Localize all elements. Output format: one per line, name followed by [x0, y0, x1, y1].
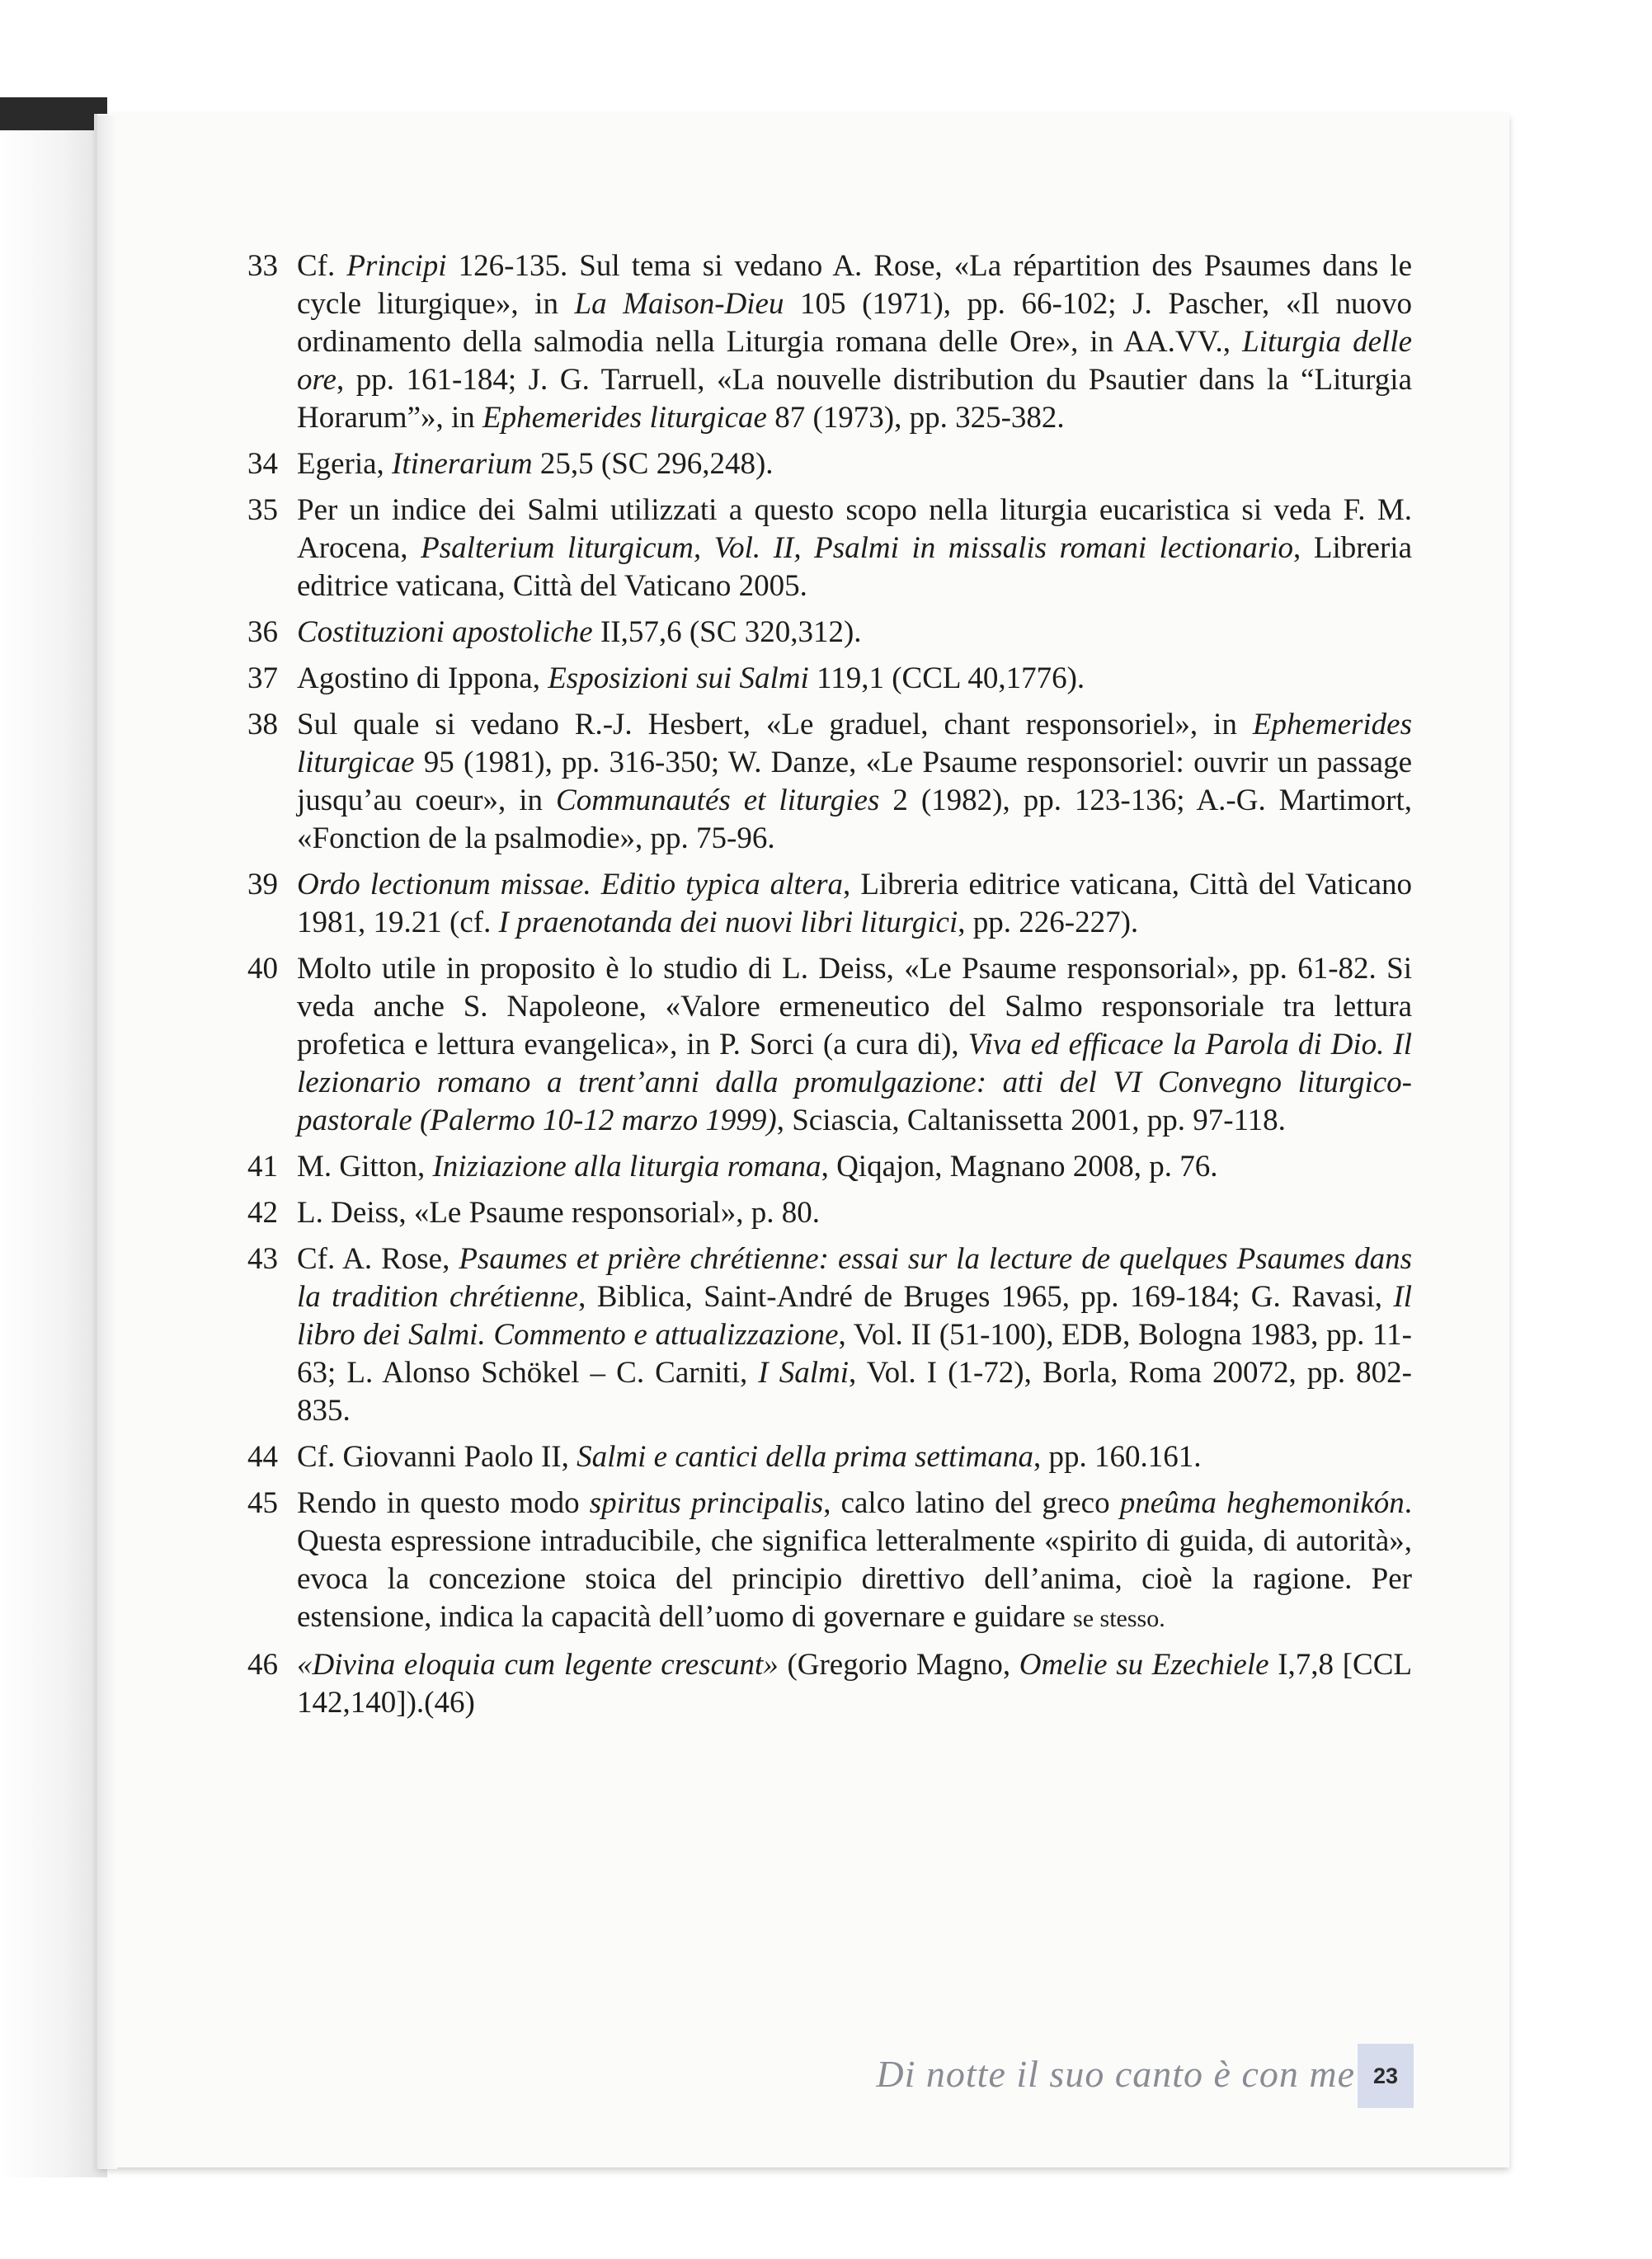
page-gutter	[97, 115, 117, 2169]
endnote-italic-text: Omelie su Ezechiele	[1019, 1648, 1269, 1682]
endnote-italic-text: Liturgia delle ore	[297, 325, 1412, 397]
endnote-italic-text: Il libro dei Salmi. Commento e attualizzazione	[297, 1280, 1412, 1352]
endnote-text: Agostino di Ippona,	[297, 661, 548, 695]
endnote	[247, 1485, 1412, 1638]
endnote-italic-text: Iniziazione alla liturgia romana	[432, 1150, 821, 1184]
endnote	[247, 1194, 1412, 1232]
endnote-text: , calco latino del greco	[823, 1486, 1120, 1520]
endnote-text: M. Gitton,	[297, 1150, 433, 1184]
endnote-text: I,7,8 [CCL 142,140]).(46)	[297, 1648, 1412, 1720]
endnote	[247, 1240, 1412, 1430]
endnote-text: 105 (1971), pp. 66-102; J. Pascher, «Il nuovo ordinamento della salmodia nella Liturgia romana delle Ore», in AA.VV.,	[297, 287, 1413, 359]
endnote	[247, 950, 1412, 1140]
endnote	[247, 660, 1412, 698]
endnote-text: 2 (1982), pp. 123-136; A.-G. Martimort, «Fonction de la psalmodie», pp. 75-96.	[297, 784, 1413, 855]
endnote	[247, 1148, 1412, 1186]
endnote-text: Egeria,	[297, 447, 393, 481]
endnote-text: . Questa espressione intraducibile, che significa letteralmente «spirito di guida, di autorità», evoca la concezione stoica del principio direttivo dell’anima, cioè la ragione. Per estensione, indica la capacità dell’uomo di governare e guidare	[297, 1486, 1412, 1634]
endnote-italic-text: Costituzioni apostoliche	[297, 615, 593, 649]
endnote-italic-text: La Maison-Dieu	[574, 287, 784, 321]
endnote-text: Sul quale si vedano R.-J. Hesbert, «Le graduel, chant responsoriel», in	[297, 708, 1253, 741]
endnote-number: 35	[247, 493, 278, 527]
page-number: 23	[1358, 2044, 1414, 2108]
endnote-text: , Biblica, Saint-André de Bruges 1965, pp. 169-184; G. Ravasi,	[578, 1280, 1394, 1314]
previous-page-edge	[0, 97, 107, 130]
endnote-text: Per un indice dei Salmi utilizzati a questo scopo nella liturgia eucaristica si veda F. M. Arocena,	[297, 493, 1412, 565]
endnote-text: , Libreria editrice vaticana, Città del Vaticano 2005.	[297, 531, 1412, 603]
book-spine-shadow	[0, 99, 107, 2177]
endnote-italic-text: Psaumes et prière chrétienne: essai sur la lecture de quelques Psaumes dans la tradition chrétienne	[297, 1242, 1412, 1314]
endnote-text: , Vol. II (51-100), EDB, Bologna 1983, pp. 11-63; L. Alonso Schökel – C. Carniti,	[297, 1318, 1412, 1390]
endnote-text: , Libreria editrice vaticana, Città del Vaticano 1981, 19.21 (cf.	[297, 868, 1412, 939]
endnote-italic-text: spiritus principalis	[589, 1486, 824, 1520]
endnote	[247, 1646, 1412, 1722]
endnote-text: Cf. Giovanni Paolo II,	[297, 1440, 577, 1474]
endnote-text: Rendo in questo modo	[297, 1486, 590, 1520]
endnote-number: 34	[247, 447, 278, 481]
endnote-italic-text: Itinerarium	[392, 447, 533, 481]
endnote-number: 46	[247, 1648, 278, 1682]
endnote-text: , Sciascia, Caltanissetta 2001, pp. 97-118.	[776, 1104, 1286, 1137]
endnote-number: 39	[247, 868, 278, 901]
endnote-italic-text: pneûma heghemonikón	[1119, 1486, 1405, 1520]
endnote-text: 119,1 (CCL 40,1776).	[808, 661, 1085, 695]
endnote-text: , pp. 161-184; J. G. Tarruell, «La nouvelle distribution du Psautier dans la “Liturgia Horarum”», in	[297, 363, 1412, 435]
endnote-text: Cf.	[297, 249, 347, 283]
endnote	[247, 706, 1412, 858]
endnote-italic-text: I praenotanda dei nuovi libri liturgici	[498, 906, 958, 939]
endnote-italic-text: Viva ed efficace la Parola di Dio. Il lezionario romano a trent’anni dalla promulgazione: atti del VI Convegno liturgico-pastorale (Palermo 10-12 marzo 1999)	[297, 1028, 1413, 1137]
endnote-text: (Gregorio Magno,	[778, 1648, 1019, 1682]
endnote-italic-text: Salmi e cantici della prima settimana	[577, 1440, 1034, 1474]
endnote-italic-text: Ordo lectionum missae. Editio typica altera	[297, 868, 844, 901]
endnote	[247, 1438, 1412, 1476]
endnote	[247, 866, 1412, 942]
endnote-italic-text: Ephemerides liturgicae	[482, 401, 767, 435]
endnote-text: Molto utile in proposito è lo studio di L. Deiss, «Le Psaume responsorial», pp. 61-82. Si veda anche S. Napoleone, «Valore ermeneutico del Salmo responsoriale tra lettura profetica e lettura evangelica», in P. Sorci (a cura di),	[297, 952, 1412, 1061]
endnote	[247, 247, 1412, 437]
endnote-number: 33	[247, 249, 278, 283]
endnote-number: 40	[247, 952, 278, 986]
endnote-text: 126-135. Sul tema si vedano A. Rose, «La répartition des Psaumes dans le cycle liturgique», in	[297, 249, 1413, 321]
endnote-italic-text: Esposizioni sui Salmi	[548, 661, 809, 695]
endnote-number: 44	[247, 1440, 278, 1474]
endnote-text: , pp. 160.161.	[1033, 1440, 1202, 1474]
endnote	[247, 445, 1412, 483]
endnote-text: se stesso.	[1073, 1605, 1165, 1632]
endnote-italic-text: I Salmi	[758, 1356, 849, 1390]
endnotes-list	[247, 247, 1412, 1730]
endnote-text: 87 (1973), pp. 325-382.	[766, 401, 1065, 435]
endnote-number: 37	[247, 661, 278, 695]
endnote-number: 36	[247, 615, 278, 649]
endnote-text: , Qiqajon, Magnano 2008, p. 76.	[821, 1150, 1218, 1184]
endnote-italic-text: Ephemerides liturgicae	[297, 708, 1412, 779]
endnote-text: 95 (1981), pp. 316-350; W. Danze, «Le Psaume responsoriel: ouvrir un passage jusqu’au coeur», in	[297, 746, 1412, 817]
endnote-number: 45	[247, 1486, 278, 1520]
endnote-number: 38	[247, 708, 278, 741]
endnote-italic-text: Psalterium liturgicum, Vol. II, Psalmi in missalis romani lectionario	[421, 531, 1294, 565]
endnote-text: II,57,6 (SC 320,312).	[592, 615, 862, 649]
endnote-number: 43	[247, 1242, 278, 1276]
endnote	[247, 614, 1412, 652]
endnote-text: L. Deiss, «Le Psaume responsorial», p. 80.	[297, 1196, 821, 1230]
endnote-text: Cf. A. Rose,	[297, 1242, 459, 1276]
running-footer-title: Di notte il suo canto è con me	[876, 2053, 1355, 2095]
endnote-number: 42	[247, 1196, 278, 1230]
endnote-text: , pp. 226-227).	[958, 906, 1139, 939]
endnote-italic-text: Communautés et liturgies	[556, 784, 880, 817]
endnote-number: 41	[247, 1150, 278, 1184]
endnote-italic-text: «Divina eloquia cum legente crescunt»	[297, 1648, 779, 1682]
endnote	[247, 492, 1412, 605]
endnote-text: 25,5 (SC 296,248).	[532, 447, 774, 481]
endnote-text: , Vol. I (1-72), Borla, Roma 20072, pp. 802-835.	[297, 1356, 1412, 1428]
endnote-italic-text: Principi	[346, 249, 447, 283]
